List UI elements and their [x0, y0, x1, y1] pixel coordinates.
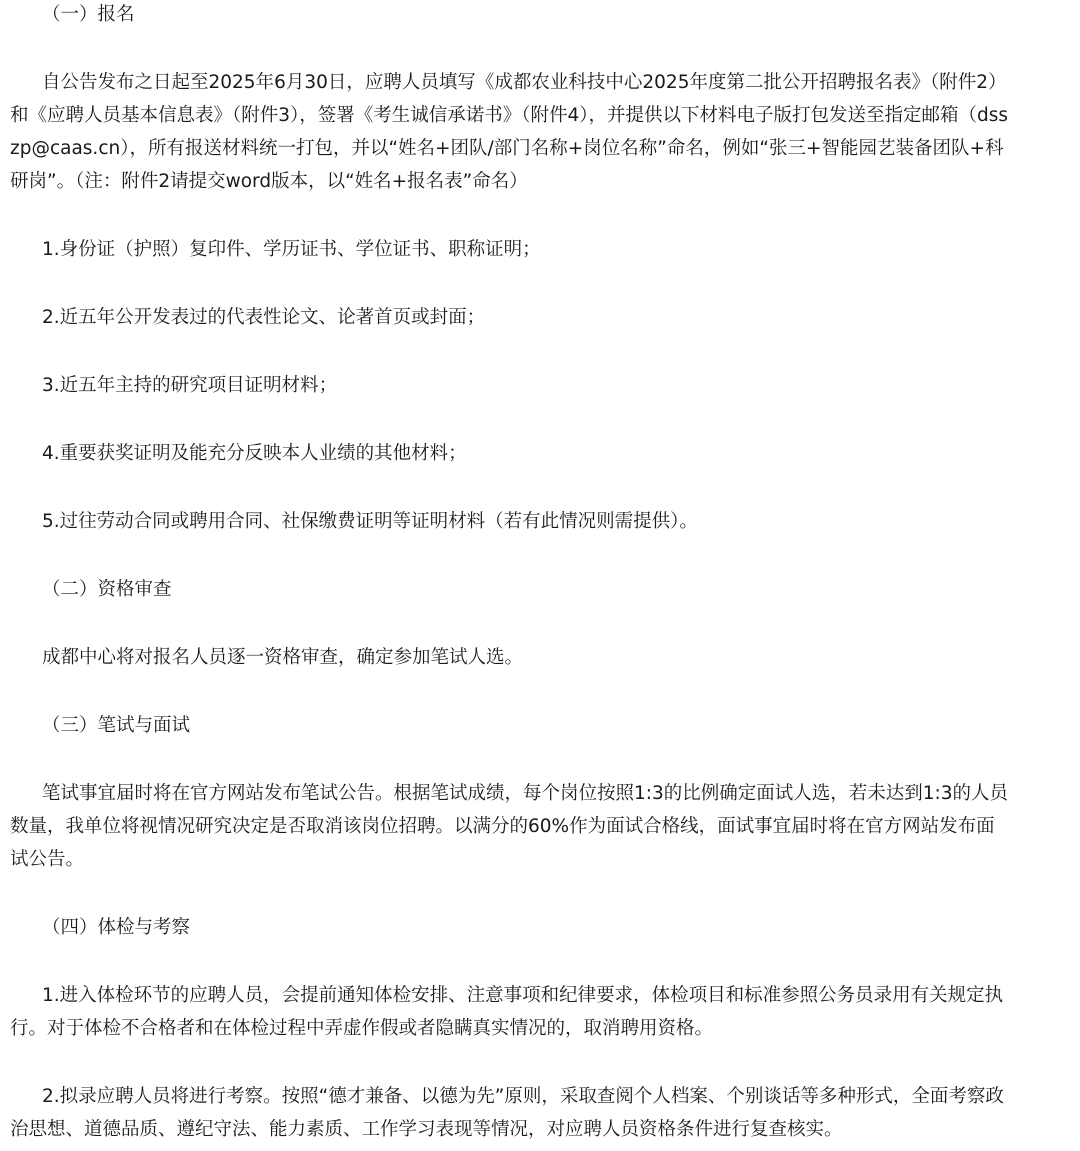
spacer — [10, 470, 1010, 505]
spacer — [10, 674, 1010, 709]
document-body — [10, 0, 1010, 1146]
list-item-material-1: 1.身份证（护照）复印件、学历证书、学位证书、职称证明； — [42, 239, 541, 260]
list-item-material-3: 3.近五年主持的研究项目证明材料； — [42, 375, 338, 396]
spacer — [10, 538, 1010, 573]
spacer — [10, 1045, 1010, 1080]
list-item-material-5: 5.过往劳动合同或聘用合同、社保缴费证明等证明材料（若有此情况则需提供）。 — [42, 511, 698, 532]
list-item-material-2: 2.近五年公开发表过的代表性论文、论著首页或封面； — [42, 307, 486, 328]
section-heading-registration: （一）报名 — [42, 4, 135, 25]
list-item-material-4: 4.重要获奖证明及能充分反映本人业绩的其他材料； — [42, 443, 467, 464]
section-heading-exam-interview: （三）笔试与面试 — [42, 715, 191, 736]
spacer — [10, 876, 1010, 911]
spacer — [10, 266, 1010, 301]
spacer — [10, 334, 1010, 369]
spacer — [10, 742, 1010, 777]
paragraph-qualification-review: 成都中心将对报名人员逐一资格审查，确定参加笔试人选。 — [42, 647, 524, 668]
spacer — [10, 606, 1010, 641]
paragraph-physical-exam-2: 2.拟录应聘人员将进行考察。按照“德才兼备、以德为先”原则，采取查阅个人档案、个别谈话等多种形式，全面考察政治思想、道德品质、遵纪守法、能力素质、工作学习表现等情况，对应聘人员资格条件进行复查核实。 — [10, 1086, 1004, 1140]
spacer — [10, 944, 1010, 979]
section-heading-qualification-review: （二）资格审查 — [42, 579, 172, 600]
paragraph-exam-interview: 笔试事宜届时将在官方网站发布笔试公告。根据笔试成绩，每个岗位按照1:3的比例确定面试人选，若未达到1:3的人员数量，我单位将视情况研究决定是否取消该岗位招聘。以满分的60%作为面试合格线，面试事宜届时将在官方网站发布面试公告。 — [10, 783, 1009, 870]
spacer — [10, 198, 1010, 233]
paragraph-physical-exam-1: 1.进入体检环节的应聘人员，会提前通知体检安排、注意事项和纪律要求，体检项目和标准参照公务员录用有关规定执行。对于体检不合格者和在体检过程中弄虚作假或者隐瞒真实情况的，取消聘用资格。 — [10, 985, 1004, 1039]
section-heading-physical-exam: （四）体检与考察 — [42, 917, 191, 938]
spacer — [10, 402, 1010, 437]
paragraph-registration-instructions: 自公告发布之日起至2025年6月30日，应聘人员填写《成都农业科技中心2025年度第二批公开招聘报名表》（附件2）和《应聘人员基本信息表》（附件3），签署《考生诚信承诺书》（附件4），并提供以下材料电子版打包发送至指定邮箱（dsszp@caas.cn），所有报送材料统一打包，并以“姓名+团队/部门名称+岗位名称”命名，例如“张三+智能园艺装备团队+科研岗”。（注：附件2请提交word版本，以“姓名+报名表”命名） — [10, 72, 1009, 192]
spacer — [10, 31, 1010, 66]
